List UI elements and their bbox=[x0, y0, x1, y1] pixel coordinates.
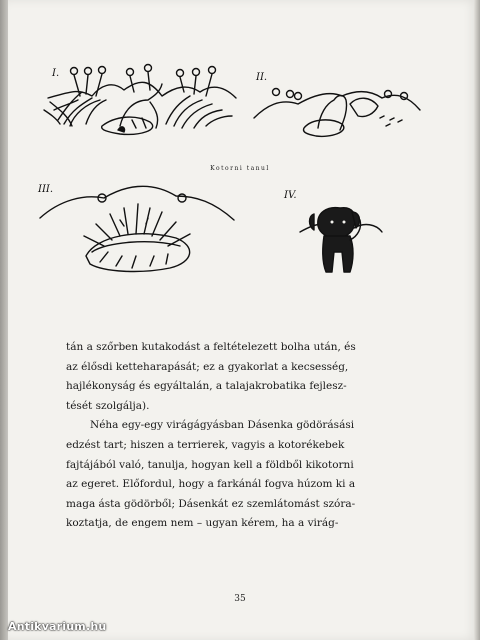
watermark: Antikvarium.hu bbox=[8, 620, 107, 633]
text-line: Néha egy-egy virágágyásban Dásenka gödörásási bbox=[90, 419, 355, 432]
flowers-row-1 bbox=[71, 65, 216, 97]
text-line: az egeret. Előfordul, hogy a farkánál fogva húzom ki a bbox=[66, 478, 356, 491]
illustration-panel-2 bbox=[254, 72, 420, 136]
text-line: maga ásta gödörből; Dásenkát ez szemlátomást szóra- bbox=[66, 497, 356, 510]
illustration-area bbox=[0, 0, 480, 300]
panel-label-2: II. bbox=[256, 72, 268, 83]
text-line: tán a szőrben kutakodást a feltételezett bolha után, és bbox=[66, 341, 356, 353]
paragraph-1 bbox=[66, 338, 356, 416]
panel-label-4: IV. bbox=[284, 190, 297, 201]
panel-label-3: III. bbox=[38, 184, 54, 195]
panel-label-1: I. bbox=[52, 68, 60, 79]
illustration-caption: Kotorni tanul bbox=[210, 165, 270, 172]
grass-right bbox=[166, 96, 232, 128]
page-number: 35 bbox=[234, 594, 246, 604]
illustration-panel-4 bbox=[283, 190, 382, 272]
text-line: koztatja, de engem nem – ugyan kérem, ha a virág- bbox=[66, 517, 339, 530]
dirt-spray bbox=[84, 204, 190, 268]
paragraph-2 bbox=[66, 416, 356, 534]
flowers-row-2 bbox=[273, 89, 408, 100]
illustration-panel-3 bbox=[37, 184, 234, 271]
text-line: fajtájából való, tanulja, hogyan kell a földből kikotorni bbox=[66, 458, 354, 471]
illustration-panel-1 bbox=[44, 65, 236, 135]
text-line: az élősdi ketteharapását; ez a gyakorlat a kecsesség, bbox=[66, 360, 349, 373]
text-line: hajlékonyság és egyáltalán, a talajakrobatika fejlesz- bbox=[66, 380, 347, 393]
dog-figure bbox=[310, 208, 361, 272]
text-line: edzést tart; hiszen a terrierek, vagyis a kotorékebek bbox=[66, 438, 345, 451]
body-text bbox=[66, 338, 356, 534]
text-line: tését szolgálja). bbox=[66, 399, 150, 412]
